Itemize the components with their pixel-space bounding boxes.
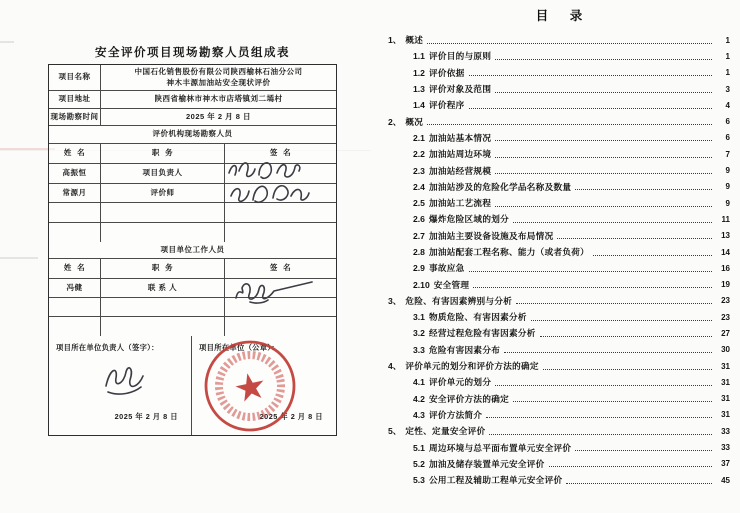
toc-entry-number: 2.4 bbox=[413, 181, 425, 192]
section-header-org: 评价机构现场勘察人员 bbox=[49, 126, 336, 144]
dot-leader bbox=[469, 108, 712, 109]
toc-entry[interactable] bbox=[388, 113, 730, 129]
table-row bbox=[49, 223, 336, 243]
scan-streak bbox=[0, 41, 14, 43]
toc-entry-label: 加油站经营规模 bbox=[428, 165, 492, 176]
dot-leader bbox=[495, 173, 712, 174]
toc-entry[interactable] bbox=[388, 195, 730, 211]
toc-entry[interactable] bbox=[388, 456, 730, 472]
toc-entry-number: 1.2 bbox=[413, 67, 425, 78]
toc-entry[interactable] bbox=[388, 358, 730, 374]
toc-entry-page: 3 bbox=[725, 84, 730, 94]
toc-entry-number: 3.1 bbox=[413, 312, 425, 323]
toc-entry-page: 23 bbox=[721, 296, 730, 306]
person-title: 评价师 bbox=[101, 184, 225, 203]
toc-entry-label: 加油站配套工程名称、能力（或者负荷） bbox=[428, 247, 590, 257]
toc-entry-label: 加油站主要设备设施及布局情况 bbox=[428, 230, 554, 241]
toc-entry-label: 安全评价方法的确定 bbox=[428, 393, 509, 404]
section-header-unit: 项目单位工作人员 bbox=[49, 242, 336, 259]
toc-entry-label: 概况 bbox=[405, 116, 424, 127]
form-title: 安全评价项目现场勘察人员组成表 bbox=[95, 47, 290, 59]
dot-leader bbox=[486, 417, 712, 418]
dot-leader bbox=[575, 450, 712, 451]
dot-leader bbox=[495, 385, 712, 386]
toc-entry-number: 3.2 bbox=[413, 328, 425, 339]
toc-entry[interactable] bbox=[388, 309, 730, 325]
project-name-line2: 神木丰源加油站安全现状评价 bbox=[166, 77, 271, 87]
toc-entry-number: 3.3 bbox=[413, 344, 425, 355]
toc-entry[interactable] bbox=[388, 162, 730, 178]
toc-entry[interactable] bbox=[388, 472, 730, 488]
toc-entry-label: 经营过程危险有害因素分析 bbox=[428, 328, 536, 339]
toc-entry-label: 概述 bbox=[405, 35, 424, 46]
person-title: 联 系 人 bbox=[101, 279, 225, 297]
toc-entry-number: 5.3 bbox=[413, 475, 425, 486]
person-title bbox=[101, 203, 225, 222]
toc-entry-page: 9 bbox=[725, 198, 730, 208]
toc-entry-page: 45 bbox=[721, 475, 730, 485]
toc-entry[interactable] bbox=[388, 211, 730, 227]
signature-cell bbox=[225, 317, 336, 336]
toc-entry-number: 5、 bbox=[388, 426, 402, 437]
toc-entry[interactable] bbox=[388, 81, 730, 97]
toc-entry-number: 5.1 bbox=[413, 442, 425, 453]
dot-leader bbox=[469, 271, 712, 272]
footer-right-date: 2025 年 2 月 8 日 bbox=[259, 412, 323, 421]
toc-entry-page: 11 bbox=[721, 214, 730, 224]
dot-leader bbox=[516, 303, 712, 304]
toc-entry-number: 4.1 bbox=[413, 377, 425, 388]
toc-entry-number: 1、 bbox=[388, 35, 402, 46]
toc-entry-number: 4.2 bbox=[413, 393, 425, 404]
toc-entry-label: 加油站工艺流程 bbox=[428, 198, 492, 209]
dot-leader bbox=[427, 43, 712, 44]
toc-entry-label: 加油及储存装置单元安全评价 bbox=[428, 458, 545, 469]
person-title bbox=[101, 317, 225, 336]
toc-entry-page: 19 bbox=[721, 280, 730, 290]
form-row-survey-date bbox=[49, 109, 336, 126]
person-title bbox=[101, 223, 225, 243]
toc-entry-label: 事故应急 bbox=[428, 263, 465, 274]
toc-entry-page: 31 bbox=[721, 377, 730, 387]
dot-leader bbox=[495, 59, 712, 60]
toc-entry-number: 2.8 bbox=[413, 247, 425, 257]
toc-entry-number: 1.3 bbox=[413, 84, 425, 95]
toc-entry-page: 9 bbox=[725, 166, 730, 176]
dot-leader bbox=[513, 222, 712, 223]
toc-entry-number: 2.1 bbox=[413, 132, 425, 143]
toc-entry-label: 评价单元的划分 bbox=[428, 377, 492, 388]
toc-entry-page: 7 bbox=[725, 149, 730, 159]
toc-entry[interactable] bbox=[388, 65, 730, 81]
toc-entry[interactable] bbox=[388, 48, 730, 64]
col-header-signature: 签 名 bbox=[269, 263, 292, 273]
field-label: 项目地址 bbox=[49, 91, 101, 108]
official-seal-stamp bbox=[200, 336, 300, 436]
toc-entry[interactable] bbox=[388, 325, 730, 341]
signature-cell bbox=[225, 223, 336, 243]
toc-list bbox=[388, 32, 730, 488]
unit-column-header-row bbox=[49, 259, 336, 279]
dot-leader bbox=[540, 336, 712, 337]
toc-entry-label: 评价依据 bbox=[428, 67, 465, 78]
toc-entry-number: 3、 bbox=[388, 295, 402, 306]
toc-entry-label: 加油站涉及的危险化学品名称及数量 bbox=[428, 181, 572, 192]
toc-entry-label: 周边环境与总平面布置单元安全评价 bbox=[428, 442, 572, 453]
project-name-line1: 中国石化销售股份有限公司陕西榆林石油分公司 bbox=[134, 66, 303, 76]
person-name: 冯健 bbox=[49, 279, 101, 297]
col-header-title: 职 务 bbox=[101, 259, 225, 278]
toc-entry[interactable] bbox=[388, 244, 730, 260]
toc-entry-label: 安全管理 bbox=[433, 279, 470, 290]
leader-signature-handwriting bbox=[98, 358, 150, 400]
toc-entry-number: 2.10 bbox=[413, 279, 430, 290]
col-header-signature: 签 名 bbox=[269, 148, 292, 158]
scan-streak bbox=[0, 148, 55, 150]
toc-entry-label: 危险、有害因素辨别与分析 bbox=[405, 295, 513, 306]
person-name bbox=[49, 223, 101, 243]
person-title: 项目负责人 bbox=[101, 164, 225, 183]
toc-entry-label: 加油站基本情况 bbox=[428, 132, 492, 143]
form-row-project-name bbox=[49, 65, 336, 91]
toc-entry-page: 6 bbox=[725, 133, 730, 143]
toc-entry-page: 30 bbox=[721, 345, 730, 355]
toc-entry-number: 4.3 bbox=[413, 409, 425, 420]
dot-leader bbox=[513, 401, 712, 402]
toc-entry-page: 1 bbox=[725, 68, 730, 78]
person-name bbox=[49, 317, 101, 336]
dot-leader bbox=[473, 287, 712, 288]
field-label: 现场勘察时间 bbox=[49, 109, 101, 125]
toc-entry-label: 公用工程及辅助工程单元安全评价 bbox=[428, 475, 563, 486]
dot-leader bbox=[543, 369, 712, 370]
toc-entry-page: 13 bbox=[721, 231, 730, 241]
toc-entry-page: 27 bbox=[721, 328, 730, 338]
person-name bbox=[49, 298, 101, 316]
toc-entry[interactable] bbox=[388, 439, 730, 455]
toc-entry-number: 4、 bbox=[388, 361, 402, 372]
toc-entry[interactable] bbox=[388, 97, 730, 113]
dot-leader bbox=[489, 434, 712, 435]
org-signatures-handwriting bbox=[224, 157, 314, 207]
toc-entry-page: 9 bbox=[725, 182, 730, 192]
toc-entry-number: 1.1 bbox=[413, 51, 425, 62]
toc-entry[interactable] bbox=[388, 342, 730, 358]
toc-entry-page: 6 bbox=[725, 117, 730, 127]
dot-leader bbox=[495, 92, 712, 93]
toc-entry-label: 评价对象及范围 bbox=[428, 84, 492, 95]
toc-entry[interactable] bbox=[388, 179, 730, 195]
dot-leader bbox=[495, 157, 712, 158]
toc-entry-page: 31 bbox=[721, 361, 730, 371]
toc-entry-number: 2.7 bbox=[413, 230, 425, 241]
person-name bbox=[49, 203, 101, 222]
toc-entry[interactable] bbox=[388, 374, 730, 390]
toc-entry-number: 2.6 bbox=[413, 214, 425, 225]
toc-entry-number: 2.9 bbox=[413, 263, 425, 274]
col-header-name: 姓 名 bbox=[49, 259, 101, 278]
toc-entry-page: 33 bbox=[721, 426, 730, 436]
field-value bbox=[101, 65, 336, 90]
toc-entry-page: 1 bbox=[725, 51, 730, 61]
person-name: 常源月 bbox=[49, 184, 101, 203]
field-label: 项目名称 bbox=[49, 65, 101, 90]
toc-entry-label: 评价目的与原则 bbox=[428, 51, 492, 62]
dot-leader bbox=[469, 75, 712, 76]
toc-title: 目 录 bbox=[535, 9, 592, 23]
form-row-project-address bbox=[49, 91, 336, 109]
toc-entry-number: 1.4 bbox=[413, 100, 425, 111]
dot-leader bbox=[427, 124, 712, 125]
toc-entry[interactable] bbox=[388, 293, 730, 309]
toc-entry-label: 评价程序 bbox=[428, 100, 465, 111]
toc-entry-page: 31 bbox=[721, 394, 730, 404]
person-name: 高振恒 bbox=[49, 164, 101, 183]
col-header-title: 职 务 bbox=[101, 144, 225, 163]
dot-leader bbox=[593, 255, 712, 256]
toc-entry[interactable] bbox=[388, 260, 730, 276]
dot-leader bbox=[575, 189, 712, 190]
toc-entry[interactable] bbox=[388, 391, 730, 407]
person-title bbox=[101, 298, 225, 316]
toc-entry-number: 5.2 bbox=[413, 458, 425, 469]
toc-entry-number: 2.3 bbox=[413, 165, 425, 176]
toc-entry-label: 评价方法简介 bbox=[428, 409, 483, 420]
unit-signature-handwriting bbox=[230, 278, 318, 306]
dot-leader bbox=[495, 140, 712, 141]
toc-entry-number: 2、 bbox=[388, 116, 402, 127]
toc-entry-page: 33 bbox=[721, 443, 730, 453]
dot-leader bbox=[495, 206, 712, 207]
toc-entry-label: 危险有害因素分布 bbox=[428, 344, 501, 355]
toc-entry-page: 14 bbox=[721, 247, 730, 257]
toc-entry-page: 31 bbox=[721, 410, 730, 420]
toc-entry-page: 23 bbox=[721, 312, 730, 322]
toc-entry[interactable] bbox=[388, 130, 730, 146]
toc-entry-label: 加油站周边环境 bbox=[428, 149, 492, 160]
field-value: 2025 年 2 月 8 日 bbox=[186, 111, 251, 121]
toc-entry-page: 4 bbox=[725, 100, 730, 110]
table-row bbox=[49, 317, 336, 336]
dot-leader bbox=[531, 320, 712, 321]
footer-left-label: 项目所在单位负责人（签字）： bbox=[56, 343, 159, 352]
toc-entry-label: 评价单元的划分和评价方法的确定 bbox=[405, 361, 539, 372]
dot-leader bbox=[549, 466, 712, 467]
toc-entry[interactable] bbox=[388, 276, 730, 292]
toc-entry-label: 爆炸危险区域的划分 bbox=[428, 214, 509, 225]
toc-entry[interactable] bbox=[388, 146, 730, 162]
seal-star-icon bbox=[233, 370, 267, 402]
toc-page bbox=[388, 6, 730, 488]
footer-right-label: 项目所在单位（公章）： bbox=[199, 343, 279, 352]
toc-entry-number: 2.5 bbox=[413, 198, 425, 209]
field-value: 陕西省榆林市神木市店塔镇刘二墕村 bbox=[154, 94, 283, 104]
footer-left-date: 2025 年 2 月 8 日 bbox=[114, 412, 178, 421]
toc-entry[interactable] bbox=[388, 32, 730, 48]
toc-entry-number: 2.2 bbox=[413, 149, 425, 160]
col-header-name: 姓 名 bbox=[49, 144, 101, 163]
toc-entry-page: 16 bbox=[721, 263, 730, 273]
dot-leader bbox=[504, 352, 712, 353]
dot-leader bbox=[557, 238, 712, 239]
toc-entry[interactable] bbox=[388, 407, 730, 423]
toc-entry-page: 37 bbox=[721, 459, 730, 469]
toc-entry-label: 定性、定量安全评价 bbox=[405, 426, 486, 437]
dot-leader bbox=[566, 483, 712, 484]
toc-entry-label: 物质危险、有害因素分析 bbox=[428, 312, 527, 323]
toc-entry[interactable] bbox=[388, 228, 730, 244]
scan-streak bbox=[0, 257, 38, 259]
toc-entry-page: 1 bbox=[725, 35, 730, 45]
toc-entry[interactable] bbox=[388, 423, 730, 439]
